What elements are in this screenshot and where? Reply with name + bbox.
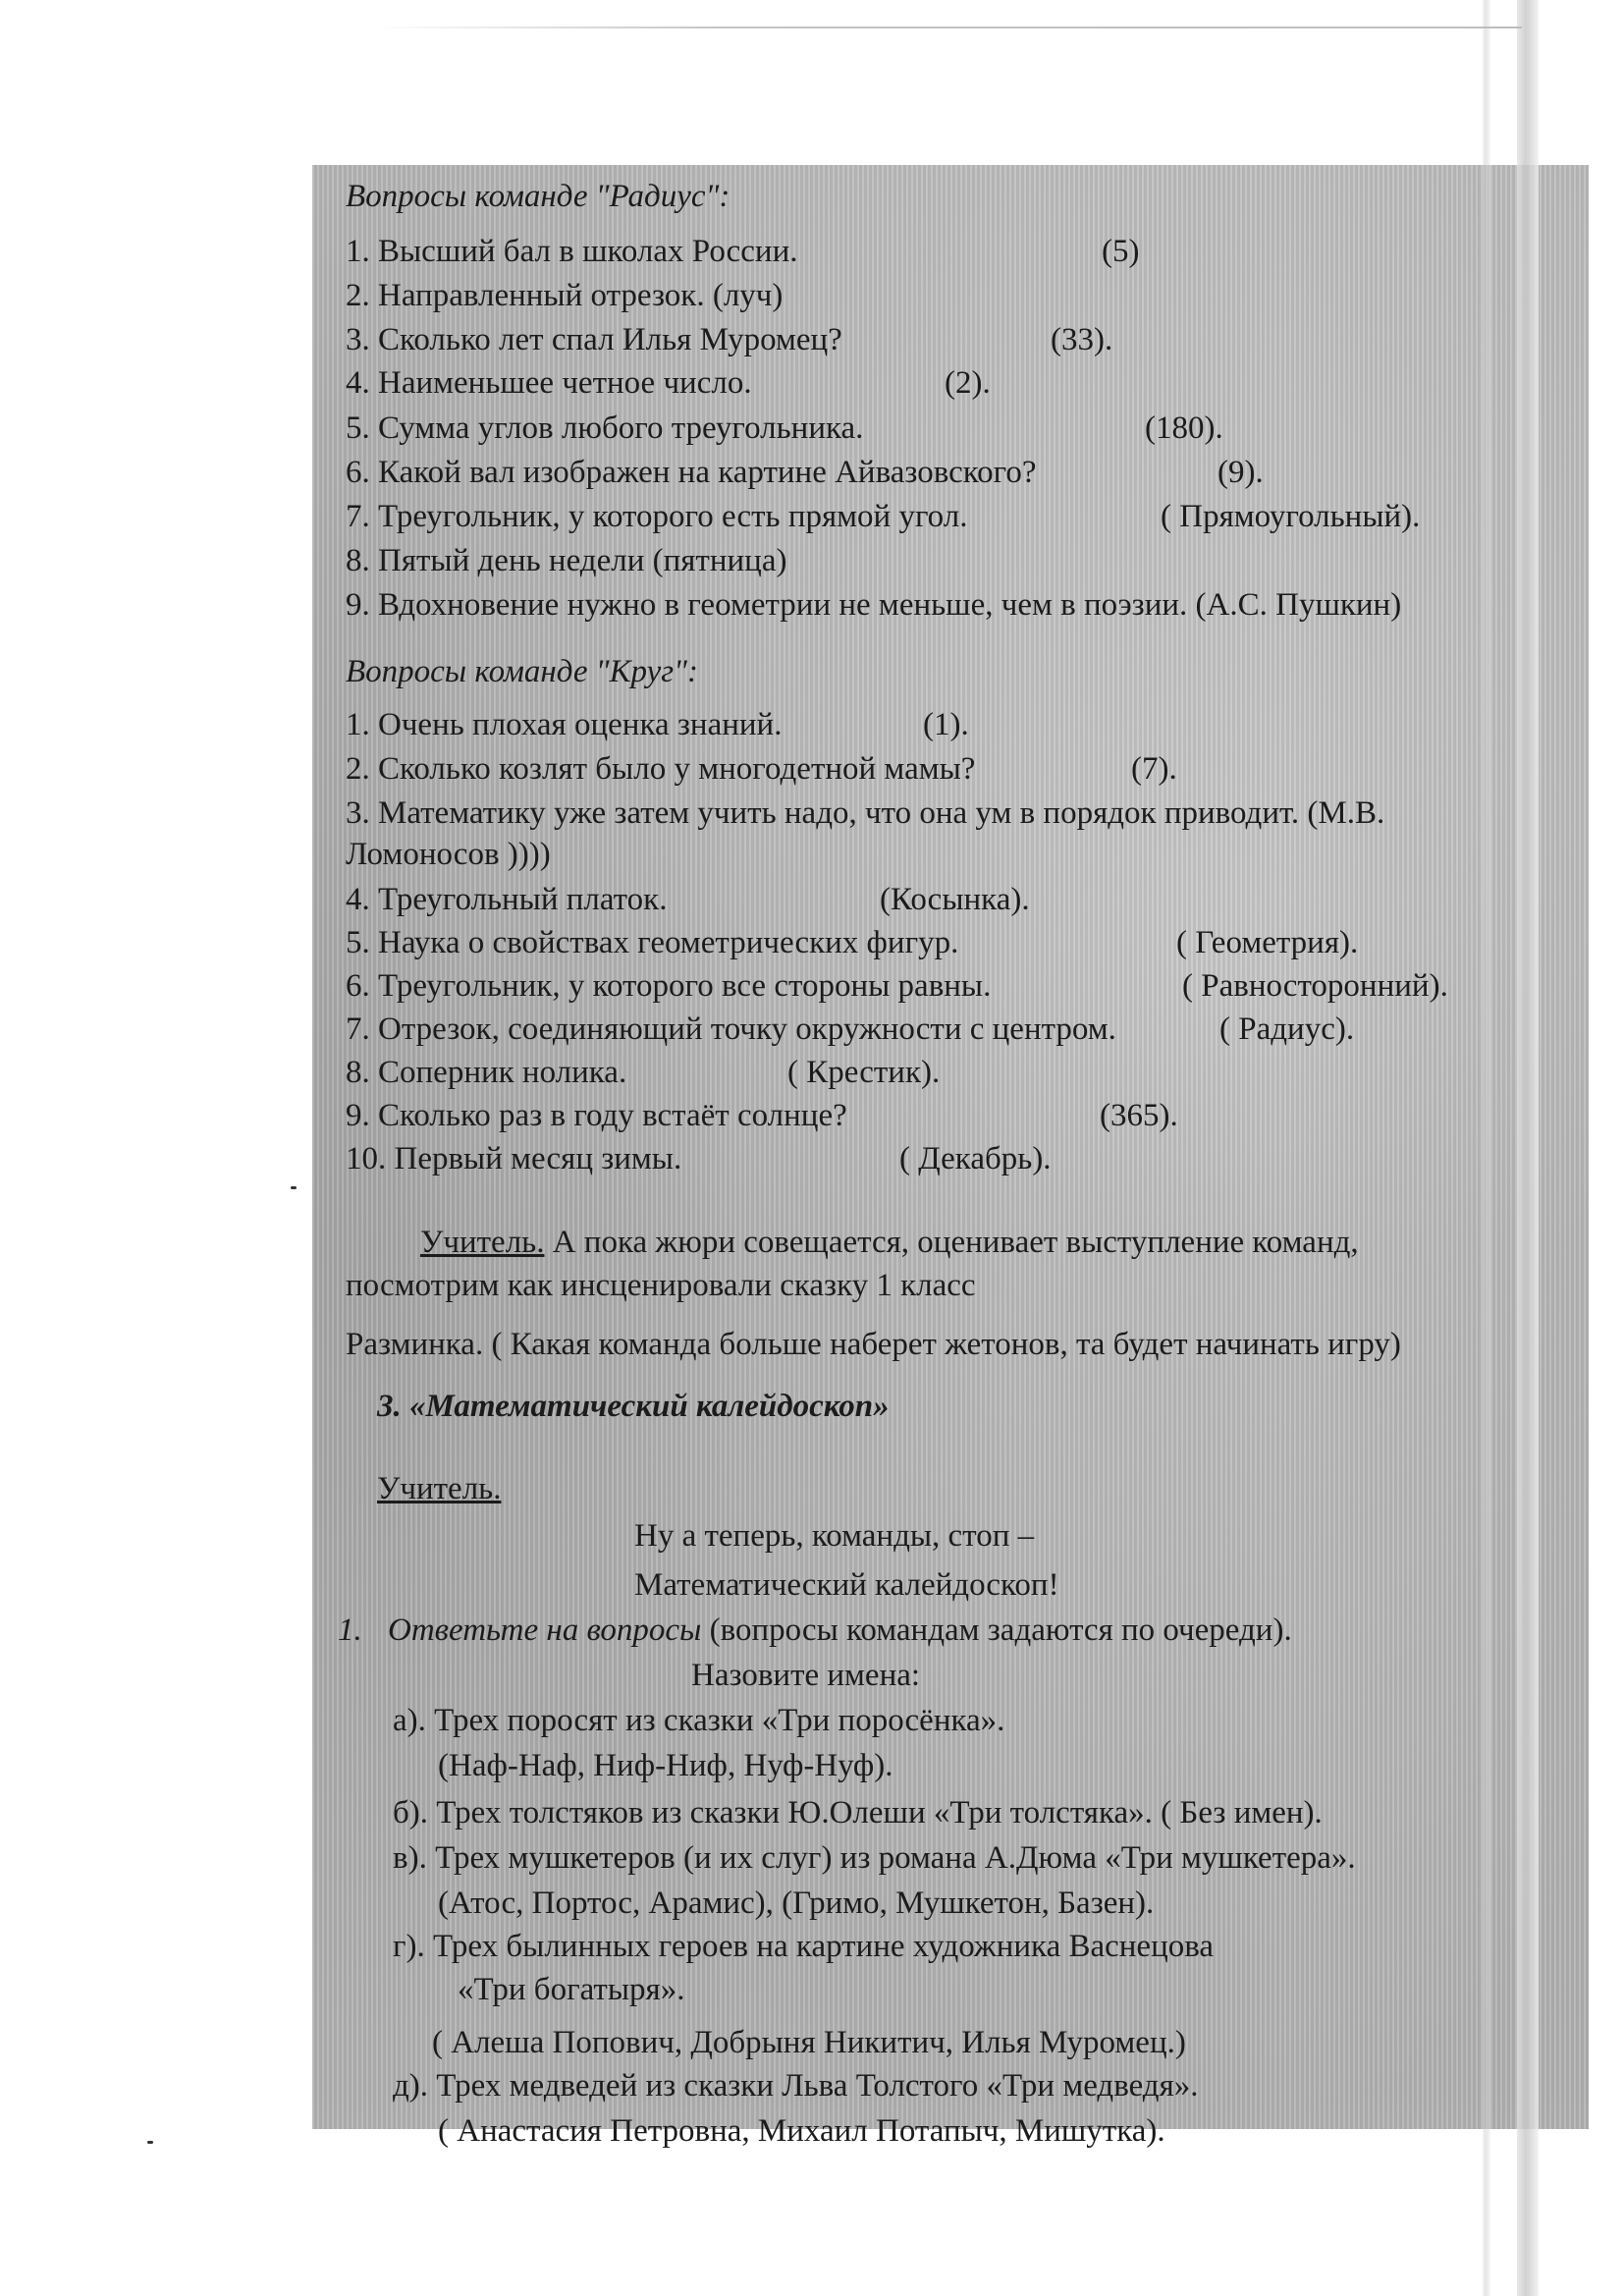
answer-line: г). Трех былинных героев на картине художника Васнецова [393,1929,1215,1964]
question-line [346,705,969,744]
answer-text: (1). [923,707,969,742]
answer-text: (365). [1100,1098,1178,1133]
paragraph-line: Разминка. ( Какая команда больше наберет жетонов, та будет начинать игру) [346,1327,1401,1362]
task-text: (вопросы командам задаются по очереди). [701,1613,1292,1648]
poem-line: Математический калейдоскоп! [634,1567,1059,1603]
question-text: 8. Пятый день недели (пятница) [346,543,787,578]
answer-line: ( Анастасия Петровна, Михаил Потапыч, Мишутка). [438,2113,1165,2149]
question-line [346,1053,941,1092]
answer-line: д). Трех медведей из сказки Льва Толстого «Три медведя». [393,2068,1199,2104]
scan-speck [147,2141,153,2144]
task-italic: Ответьте на вопросы [388,1613,702,1648]
answer-line: б). Трех толстяков из сказки Ю.Олеши «Три толстяка». ( Без имен). [393,1795,1323,1831]
question-text: 10. Первый месяц зимы. [346,1141,682,1176]
answer-text: (9). [1217,455,1264,490]
question-text: 9. Вдохновение нужно в геометрии не меньше, чем в поэзии. (А.С. Пушкин) [346,587,1402,623]
answer-text: ( Радиус). [1219,1011,1355,1047]
section-heading: Вопросы команде "Круг": [346,654,698,689]
question-line [346,1010,1355,1049]
answer-text: (5) [1102,234,1140,269]
answer-text: (2). [945,365,991,401]
question-text: 6. Какой вал изображен на картине Айвазовского? [346,455,1037,490]
question-line [346,1096,1178,1135]
question-text: 5. Наука о свойствах геометрических фигур. [346,925,959,960]
teacher-label: Учитель. [377,1471,502,1506]
task-line [338,1611,1292,1650]
section-title: 3. «Математический калейдоскоп» [377,1389,890,1424]
question-line [346,880,1030,919]
answer-text: ( Равносторонний). [1182,968,1448,1004]
answer-text: ( Декабрь). [899,1141,1052,1176]
teacher-label: Учитель. [420,1225,545,1260]
question-line [346,923,1359,962]
question-text: 6. Треугольник, у которого все стороны равны. [346,968,992,1004]
answer-line: а). Трех поросят из сказки «Три поросёнка». [393,1703,1005,1738]
question-line [346,497,1421,536]
question-text: 2. Направленный отрезок. (луч) [346,278,784,313]
question-line [346,749,1177,789]
answer-line: (Атос, Портос, Арамис), (Гримо, Мушкетон, Базен). [438,1886,1155,1921]
question-text: 2. Сколько козлят было у многодетной мамы? [346,751,976,787]
question-line [346,232,1140,271]
question-text: 1. Очень плохая оценка знаний. [346,707,783,742]
answer-text: (Косынка). [880,882,1030,917]
answer-line: (Наф-Наф, Ниф-Ниф, Нуф-Нуф). [438,1748,893,1783]
answer-text: (7). [1131,751,1177,787]
question-line [346,585,1401,625]
scan-top-line [373,27,1522,28]
answer-line: «Три богатыря». [458,1972,685,2007]
paragraph-text: А пока жюри совещается, оценивает выступление команд, [544,1225,1359,1260]
question-text: 7. Отрезок, соединяющий точку окружности с центром. [346,1011,1116,1047]
question-text: 4. Треугольный платок. [346,882,668,917]
question-line [346,363,991,403]
question-line [346,966,1448,1006]
question-line [346,320,1113,359]
poem-line: Ну а теперь, команды, стоп – [634,1518,1035,1554]
question-line [346,541,786,580]
answer-text: ( Геометрия). [1176,925,1359,960]
question-text: Ломоносов )))) [346,837,551,872]
scan-speck [291,1186,297,1189]
answer-text: (180). [1145,410,1223,446]
question-text: 5. Сумма углов любого треугольника. [346,410,864,446]
question-text: 3. Сколько лет спал Илья Муромец? [346,322,842,357]
task-number: 1. [338,1613,362,1648]
answer-text: (33). [1051,322,1113,357]
question-line [346,276,783,315]
paragraph-line [420,1223,1359,1262]
question-line [346,793,1384,833]
name-prompt: Назовите имена: [691,1658,921,1693]
scan-edge-band [1517,0,1539,2296]
answer-line: в). Трех мушкетеров (и их слуг) из романа А.Дюма «Три мушкетера». [393,1840,1356,1876]
question-text: 9. Сколько раз в году встаёт солнце? [346,1098,847,1133]
question-line [346,1139,1052,1178]
paragraph-line: посмотрим как инсценировали сказку 1 класс [346,1268,976,1303]
answer-text: ( Крестик). [787,1055,941,1090]
question-text: 4. Наименьшее четное число. [346,365,752,401]
question-text: 1. Высший бал в школах России. [346,234,798,269]
question-line [346,453,1264,492]
answer-text: ( Прямоугольный). [1161,499,1421,534]
section-heading: Вопросы команде "Радиус": [346,179,730,214]
scan-edge-band-thin [1483,0,1490,2296]
question-text: 8. Соперник нолика. [346,1055,627,1090]
question-line [346,835,551,874]
question-text: 7. Треугольник, у которого есть прямой угол. [346,499,968,534]
question-text: 3. Математику уже затем учить надо, что она ум в порядок приводит. (М.В. [346,795,1385,831]
answer-line: ( Алеша Попович, Добрыня Никитич, Илья Муромец.) [432,2025,1186,2060]
question-line [346,409,1223,448]
